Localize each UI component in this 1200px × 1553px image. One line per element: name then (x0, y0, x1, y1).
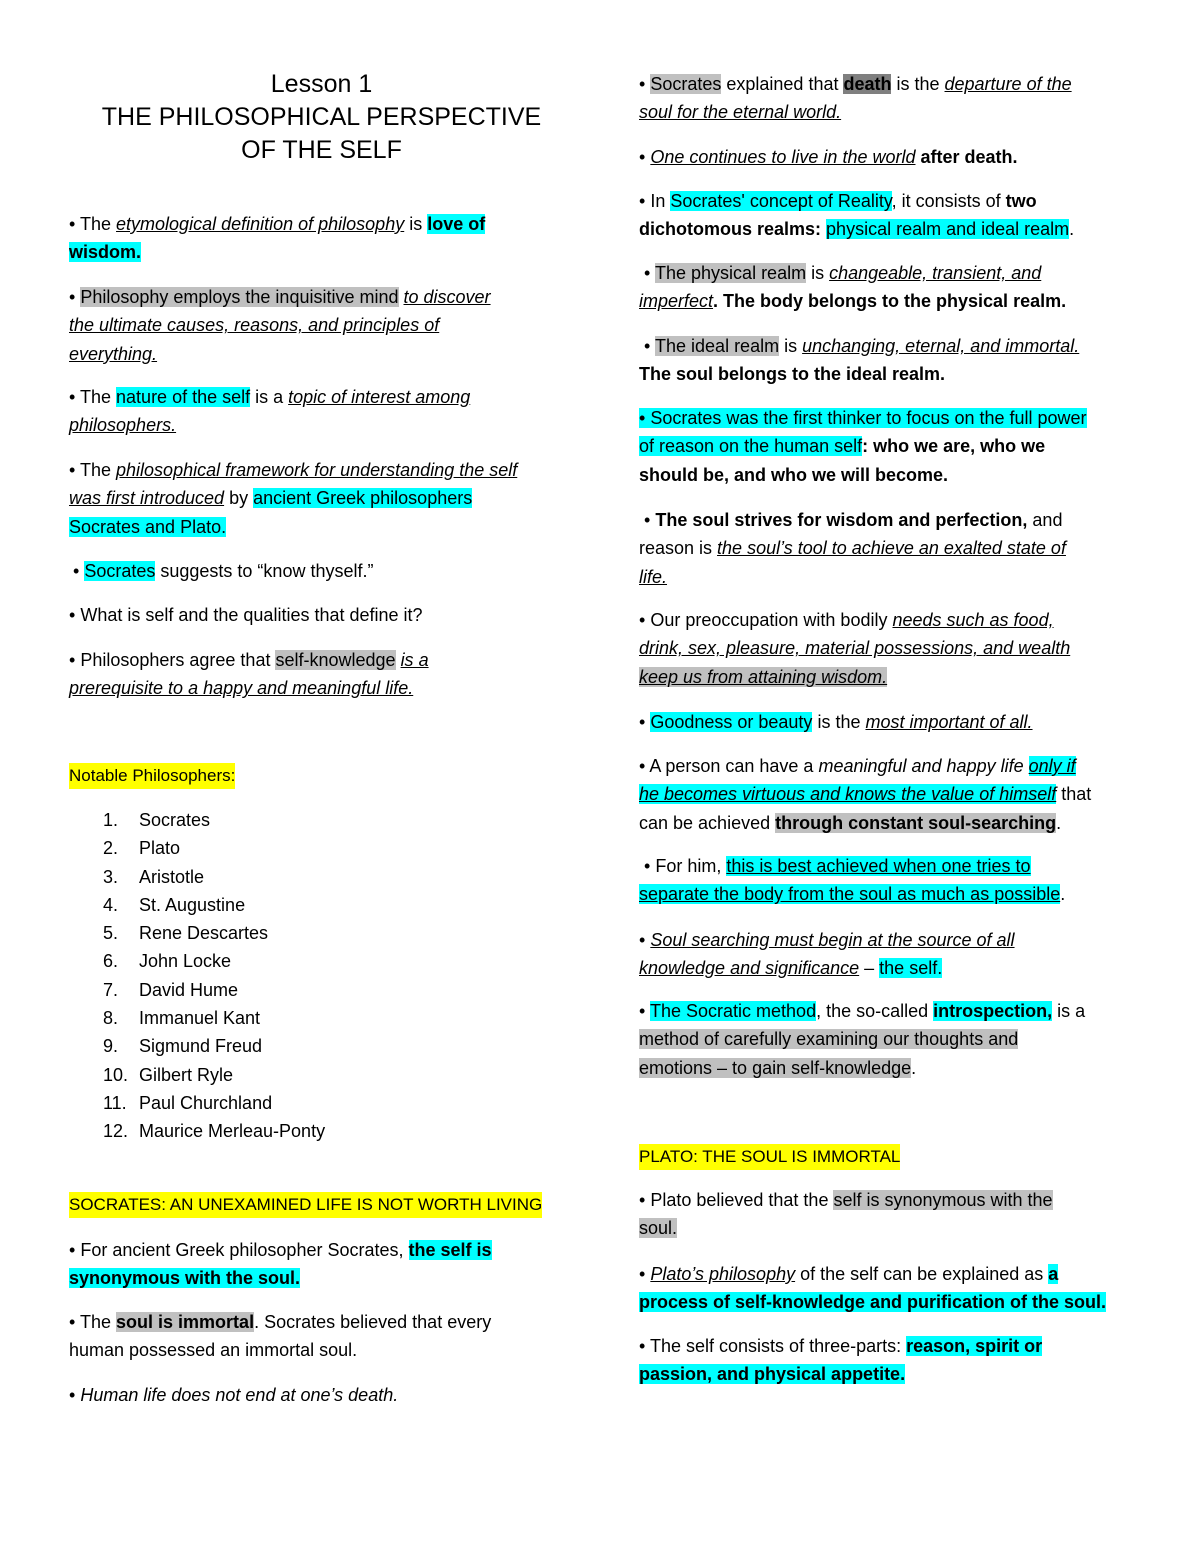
bullet-plato-believed: • Plato believed that the self is synonymous with the soul. (639, 1190, 1053, 1239)
plato-heading: PLATO: THE SOUL IS IMMORTAL (639, 1144, 900, 1170)
bullet-nature-of-self: • The nature of the self is a topic of interest among philosophers. (69, 387, 471, 436)
bullet-soul-strives: • The soul strives for wisdom and perfection, and reason is the soul’s tool to achieve an exalted state of life. (639, 510, 1066, 587)
bullet-what-is-self: • What is self and the qualities that define it? (69, 605, 423, 625)
bullet-self-knowledge: • Philosophers agree that self-knowledge is a prerequisite to a happy and meaningful life. (69, 650, 429, 699)
socrates-heading: SOCRATES: AN UNEXAMINED LIFE IS NOT WORTH LIVING (69, 1192, 542, 1218)
bullet-meaningful-life: • A person can have a meaningful and happy life only if he becomes virtuous and knows the value of himself that can be achieved through constant soul-searching. (639, 756, 1092, 833)
bullet-three-parts: • The self consists of three-parts: reason, spirit or passion, and physical appetite. (639, 1336, 1043, 1385)
list-item: 3. Aristotle (103, 866, 205, 887)
list-item: 2. Plato (103, 838, 181, 859)
lesson-title (69, 68, 574, 167)
bullet-etymology: • The etymological definition of philosophy is love of wisdom. (69, 214, 486, 263)
philosophers-list (103, 806, 325, 1146)
bullet-know-thyself: • Socrates suggests to “know thyself.” (73, 561, 374, 581)
bullet-continues-to-live: • One continues to live in the world after death. (639, 147, 1018, 167)
bullet-framework: • The philosophical framework for understanding the self was first introduced by ancient Greek philosophers Socrates and Plato. (69, 460, 518, 537)
bullet-soul-searching: • Soul searching must begin at the source of all knowledge and significance – the self. (639, 930, 1015, 979)
title-line-3: OF THE SELF (241, 136, 402, 164)
bullet-inquisitive-mind: • Philosophy employs the inquisitive mind to discover the ultimate causes, reasons, and principles of everything. (69, 287, 491, 364)
list-item: 11. Paul Churchland (103, 1092, 273, 1113)
bullet-goodness: • Goodness or beauty is the most important of all. (639, 712, 1033, 732)
list-item: 8. Immanuel Kant (103, 1008, 261, 1029)
list-item: 9. Sigmund Freud (103, 1036, 263, 1057)
bullet-socratic-method: • The Socratic method, the so-called introspection, is a method of carefully examining our thoughts and emotions – to gain self-knowledge. (639, 1001, 1086, 1078)
bullet-concept-of-reality: • In Socrates' concept of Reality, it consists of two dichotomous realms: physical realm and ideal realm. (639, 191, 1075, 240)
bullet-death: • Socrates explained that death is the departure of the soul for the eternal world. (639, 74, 1072, 123)
bullet-first-thinker: • Socrates was the first thinker to focus on the full power of reason on the human self: who we are, who we should be, and who we will become. (639, 408, 1087, 485)
bullet-self-synonymous: • For ancient Greek philosopher Socrates, the self is synonymous with the soul. (69, 1240, 492, 1289)
notable-philosophers-heading: Notable Philosophers: (69, 763, 235, 789)
bullet-platos-philosophy: • Plato’s philosophy of the self can be explained as a process of self-knowledge and purification of the soul. (639, 1264, 1107, 1313)
list-item: 4. St. Augustine (103, 894, 246, 915)
bullet-ideal-realm: • The ideal realm is unchanging, eternal, and immortal. The soul belongs to the ideal realm. (639, 336, 1080, 385)
bullet-preoccupation: • Our preoccupation with bodily needs such as food, drink, sex, pleasure, material possessions, and wealth keep us from attaining wisdom. (639, 610, 1071, 687)
title-line-1: Lesson 1 (270, 70, 373, 98)
list-item: 7. David Hume (103, 979, 239, 1000)
list-item: 5. Rene Descartes (103, 923, 269, 944)
list-item: 1. Socrates (103, 810, 211, 830)
title-line-2: THE PHILOSOPHICAL PERSPECTIVE (101, 103, 542, 131)
bullet-physical-realm: • The physical realm is changeable, transient, and imperfect. The body belongs to the physical realm. (639, 263, 1067, 312)
list-item: 10. Gilbert Ryle (103, 1064, 234, 1085)
bullet-soul-immortal: • The soul is immortal. Socrates believed that every human possessed an immortal soul. (69, 1312, 492, 1361)
bullet-for-him: • For him, this is best achieved when one tries to separate the body from the soul as much as possible. (639, 856, 1066, 905)
list-item: 12. Maurice Merleau-Ponty (103, 1121, 326, 1142)
list-item: 6. John Locke (103, 951, 232, 972)
bullet-human-life: • Human life does not end at one’s death. (69, 1385, 399, 1405)
